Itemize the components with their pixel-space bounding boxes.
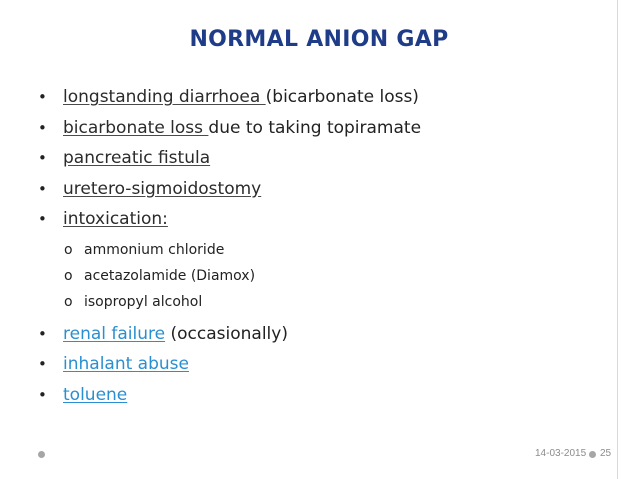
sub-item-text: ammonium chloride: [84, 241, 225, 258]
pancreatic-fistula-link[interactable]: pancreatic fistula: [63, 148, 211, 168]
bullet-item-bicarbonate-loss: [38, 113, 421, 144]
sub-item-text: isopropyl alcohol: [84, 293, 203, 310]
sub-item-text: acetazolamide (Diamox): [84, 267, 256, 284]
sub-bullet-icon: o: [64, 293, 73, 310]
diarrhoea-link[interactable]: longstanding diarrhoea: [63, 87, 266, 107]
uretero-sigmoidostomy-link[interactable]: uretero-sigmoidostomy: [63, 178, 262, 199]
bullet-icon: •: [38, 118, 47, 137]
bullet-text: (occasionally): [165, 323, 288, 344]
sub-item-acetazolamide: [38, 263, 421, 289]
intoxication-sub-list: [38, 235, 421, 319]
bullet-icon: •: [38, 179, 47, 198]
intoxication-link[interactable]: intoxication:: [63, 209, 168, 229]
bullet-item-pancreatic-fistula: [38, 143, 421, 174]
bullet-item-renal-failure: [38, 319, 421, 350]
bullet-item-uretero-sigmoidostomy: [38, 174, 421, 205]
renal-failure-link[interactable]: renal failure: [63, 323, 166, 344]
sub-bullet-icon: o: [64, 267, 73, 284]
bullet-icon: •: [38, 88, 47, 106]
footer-separator-dot-icon: [589, 451, 596, 458]
sub-item-ammonium-chloride: [38, 237, 421, 263]
bullet-text: due to taking topiramate: [208, 117, 422, 138]
bicarbonate-loss-link[interactable]: bicarbonate loss: [63, 117, 209, 138]
bullet-item-inhalant-abuse: [38, 349, 421, 380]
bullet-list: [38, 82, 421, 410]
bullet-text: (bicarbonate loss): [265, 87, 419, 107]
bullet-item-intoxication: [38, 204, 421, 319]
bullet-icon: •: [38, 210, 47, 228]
footer-dot-icon: [38, 451, 45, 458]
sub-item-isopropyl-alcohol: [38, 289, 421, 315]
footer-vertical-divider: [617, 0, 618, 479]
footer-date: 14-03-2015: [535, 448, 587, 459]
page-number: 25: [600, 448, 612, 459]
bullet-icon: •: [38, 149, 47, 167]
bullet-item-toluene: [38, 380, 421, 411]
bullet-item-diarrhoea: [38, 82, 421, 113]
bullet-icon: •: [38, 324, 47, 343]
slide-title: NORMAL ANION GAP: [189, 27, 449, 52]
bullet-icon: •: [38, 385, 47, 404]
inhalant-abuse-link[interactable]: inhalant abuse: [63, 354, 189, 374]
sub-bullet-icon: o: [64, 241, 73, 258]
bullet-icon: •: [38, 355, 47, 373]
toluene-link[interactable]: toluene: [63, 384, 128, 405]
